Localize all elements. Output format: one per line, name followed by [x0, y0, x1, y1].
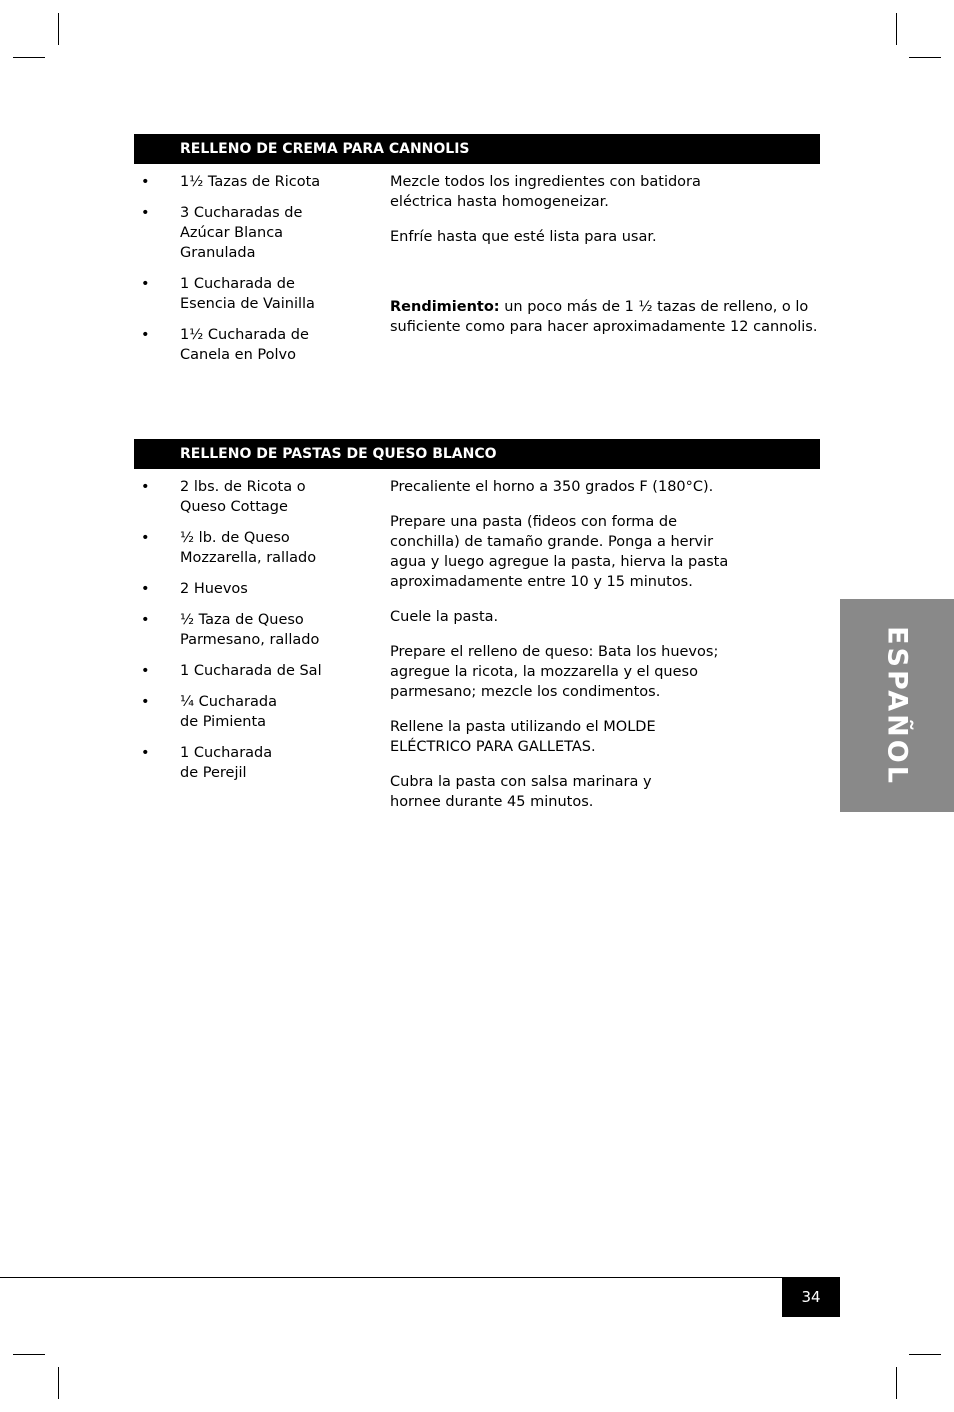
- ingredient-text: ½ Taza de Queso Parmesano, rallado: [180, 612, 320, 648]
- bullet-icon: •: [141, 694, 150, 710]
- bullet-icon: •: [141, 205, 150, 221]
- ingredient-list: [134, 172, 384, 376]
- list-item: [134, 325, 384, 365]
- page-number: 34: [782, 1277, 840, 1317]
- instructions: [390, 477, 820, 827]
- crop-mark: [13, 1354, 45, 1355]
- crop-mark: [896, 13, 897, 45]
- list-item: [134, 610, 384, 650]
- instruction-step: Prepare el relleno de queso: Bata los huevos; agregue la ricota, la mozzarella y el queso parmesano; mezcle los condimentos.: [390, 644, 719, 700]
- bullet-icon: •: [141, 612, 150, 628]
- crop-mark: [909, 1354, 941, 1355]
- ingredient-text: ½ lb. de Queso Mozzarella, rallado: [180, 530, 317, 566]
- ingredient-text: 2 lbs. de Ricota o Queso Cottage: [180, 479, 306, 515]
- ingredient-text: 1 Cucharada de Sal: [180, 663, 322, 679]
- section-title: RELLENO DE PASTAS DE QUESO BLANCO: [134, 439, 820, 469]
- list-item: [134, 692, 384, 732]
- instruction-step: Prepare una pasta (fideos con forma de conchilla) de tamaño grande. Ponga a hervir agua y luego agregue la pasta, hierva la pasta aproximadamente entre 10 y 15 minutos.: [390, 514, 729, 590]
- crop-mark: [58, 13, 59, 45]
- recipe-white-cheese-pasta: [134, 439, 820, 810]
- bullet-icon: •: [141, 276, 150, 292]
- crop-mark: [909, 57, 941, 58]
- crop-mark: [13, 57, 45, 58]
- yield-note: [390, 297, 820, 337]
- yield-text: un poco más de 1 ½ tazas de relleno, o lo suficiente como para hacer aproximadamente 12 cannolis.: [390, 299, 818, 335]
- list-item: [134, 661, 384, 681]
- bullet-icon: •: [141, 327, 150, 343]
- ingredient-text: 3 Cucharadas de Azúcar Blanca Granulada: [180, 205, 303, 261]
- list-item: [134, 172, 384, 192]
- bullet-icon: •: [141, 530, 150, 546]
- instruction-step: Mezcle todos los ingredientes con batidora eléctrica hasta homogeneizar.: [390, 174, 701, 210]
- ingredient-text: 2 Huevos: [180, 581, 248, 597]
- list-item: [134, 528, 384, 568]
- bullet-icon: •: [141, 581, 150, 597]
- bullet-icon: •: [141, 174, 150, 190]
- crop-mark: [58, 1367, 59, 1399]
- language-tab-label: ESPAÑOL: [881, 625, 913, 786]
- list-item: [134, 274, 384, 314]
- footer-rule: [0, 1277, 840, 1278]
- list-item: [134, 203, 384, 263]
- bullet-icon: •: [141, 479, 150, 495]
- list-item: [134, 477, 384, 517]
- instruction-step: Cubra la pasta con salsa marinara y hornee durante 45 minutos.: [390, 774, 652, 810]
- instruction-step: Cuele la pasta.: [390, 609, 499, 625]
- language-tab: [840, 599, 954, 812]
- ingredient-text: 1½ Tazas de Ricota: [180, 174, 321, 190]
- recipe-cannoli-cream: [134, 134, 820, 363]
- yield-label: Rendimiento:: [390, 299, 500, 315]
- instruction-step: Rellene la pasta utilizando el MOLDE ELÉCTRICO PARA GALLETAS.: [390, 719, 656, 755]
- ingredient-list: [134, 477, 384, 794]
- section-title: RELLENO DE CREMA PARA CANNOLIS: [134, 134, 820, 164]
- ingredient-text: ¼ Cucharada de Pimienta: [180, 694, 277, 730]
- list-item: [134, 743, 384, 783]
- ingredient-text: 1 Cucharada de Esencia de Vainilla: [180, 276, 315, 312]
- ingredient-text: 1½ Cucharada de Canela en Polvo: [180, 327, 309, 363]
- instruction-step: Precaliente el horno a 350 grados F (180°C).: [390, 479, 714, 495]
- bullet-icon: •: [141, 663, 150, 679]
- instructions: [390, 172, 820, 352]
- crop-mark: [896, 1367, 897, 1399]
- ingredient-text: 1 Cucharada de Perejil: [180, 745, 273, 781]
- instruction-step: Enfríe hasta que esté lista para usar.: [390, 229, 657, 245]
- bullet-icon: •: [141, 745, 150, 761]
- list-item: [134, 579, 384, 599]
